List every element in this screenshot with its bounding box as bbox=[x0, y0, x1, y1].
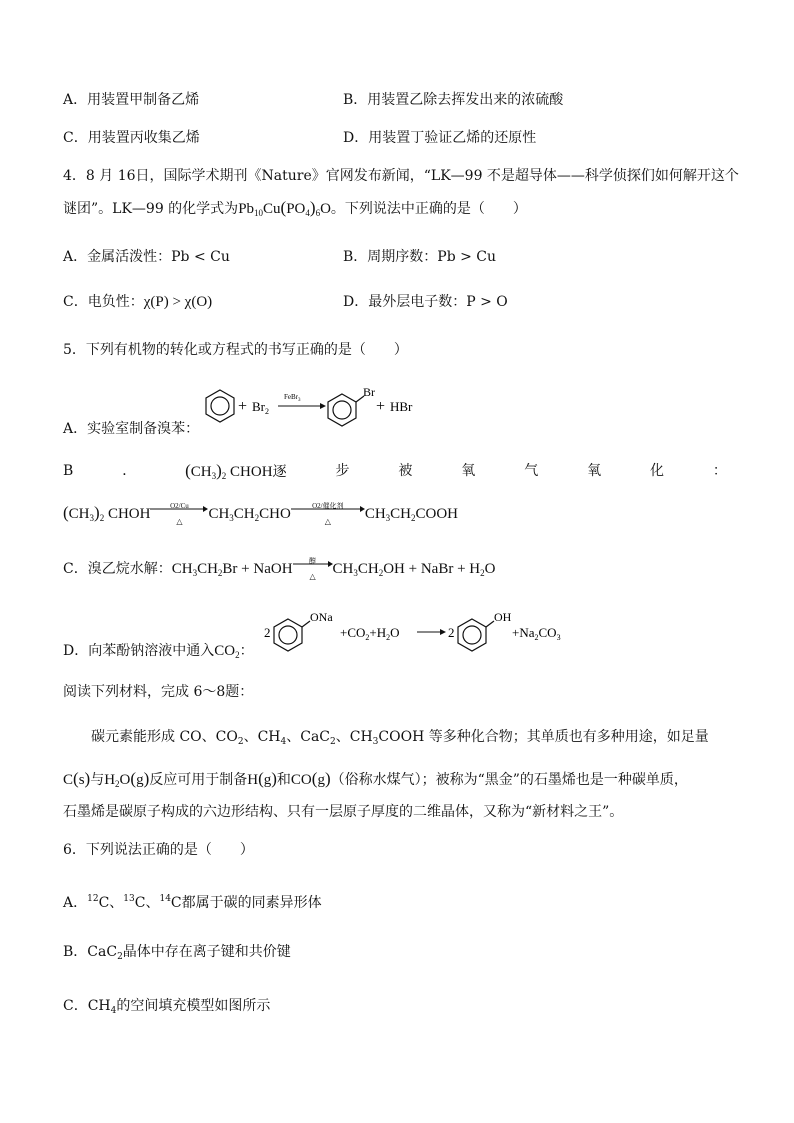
q4-option-c bbox=[63, 292, 212, 312]
q5-a-catalyst: FeBr$_3$ bbox=[284, 393, 301, 403]
q5-d-coef1: 2 bbox=[264, 625, 271, 640]
q5-b-w8: 化 bbox=[650, 463, 664, 479]
q4-option-c-label: C．电负性： bbox=[63, 294, 144, 310]
reading-paragraph-line1: 碳元素能形成 CO、$CO_2$、$CH_4$、CaC$_2$、$CH_3COOH$ 等多种化合物；其单质也有多种用途，如足量 bbox=[91, 729, 709, 747]
q5-a-hbr: HBr bbox=[390, 399, 413, 414]
q4-option-c-expr: χ(P) > χ(O) bbox=[143, 294, 213, 310]
q5-b-w3: 步 bbox=[335, 463, 350, 479]
q6-option-b: B．CaC$_2$晶体中存在离子键和共价键 bbox=[63, 944, 291, 962]
q5-b-w2: $(CH_3)_2$ CHOH逐 bbox=[185, 461, 287, 481]
q5-stem: 5．下列有机物的转化或方程式的书写正确的是（ ） bbox=[63, 342, 408, 358]
q5-d-coef2: 2 bbox=[448, 625, 455, 640]
q5-option-b-equation: $(CH_3)_2$ CHOH O2/Cu △ $CH_3CH_2CHO$ O2/催化剂 △ $CH_3CH_2COOH$ bbox=[63, 502, 459, 526]
q4-stem-text: 谜团”。LK—99 的化学式为 bbox=[63, 201, 239, 217]
q5-d-mid: $+CO_2+H_2O$ bbox=[340, 625, 400, 642]
q6-stem: 6．下列说法正确的是（ ） bbox=[63, 842, 254, 858]
q4-stem-line1: 4．8 月 16日，国际学术期刊《Nature》官网发布新闻，“LK—99 不是超导体——科学侦探们如何解开这个 bbox=[63, 168, 739, 184]
q5-a-br: Br bbox=[363, 385, 375, 399]
q5-option-c bbox=[63, 558, 495, 583]
q5-b-w7: 氧 bbox=[587, 463, 602, 479]
q3-option-b: B．用装置乙除去挥发出来的浓硫酸 bbox=[343, 92, 564, 108]
q6-option-c: C．$CH_4$的空间填充模型如图所示 bbox=[63, 998, 271, 1016]
benzene-ring-product bbox=[328, 394, 364, 426]
q3-option-d: D．用装置丁验证乙烯的还原性 bbox=[343, 130, 537, 146]
q5-d-oh: OH bbox=[494, 610, 512, 624]
q5-b-w5: 氧 bbox=[461, 463, 476, 479]
q5-option-d-label: D．向苯酚钠溶液中通入$CO_2$： bbox=[63, 643, 254, 660]
q5-a-br2: $Br_2$ bbox=[252, 399, 269, 416]
reading-intro: 阅读下列材料，完成 6～8题： bbox=[63, 684, 254, 700]
q5-b-w6: 气 bbox=[524, 463, 539, 479]
q5-b-w0: B bbox=[63, 463, 74, 479]
phenoxide-ring bbox=[274, 619, 310, 651]
q4-option-d: D．最外层电子数：P > O bbox=[343, 294, 508, 310]
q5-option-d-reaction bbox=[262, 607, 582, 655]
q5-option-a-reaction bbox=[200, 384, 420, 430]
q4-option-a: A．金属活泼性：Pb < Cu bbox=[63, 249, 230, 265]
q5-b-arrow1: O2/Cu △ bbox=[150, 503, 208, 517]
q5-a-plus2: + bbox=[376, 398, 386, 415]
q4-option-b: B．周期序数：Pb > Cu bbox=[343, 249, 497, 265]
q3-option-a: A．用装置甲制备乙烯 bbox=[63, 92, 200, 108]
reading-paragraph-line2: C(s)与$H_2O(g)$反应可用于制备H(g)和CO(g)（俗称水煤气）；被称为“黑金”的石墨烯也是一种碳单质， bbox=[63, 769, 688, 789]
q4-stem-tail: 。下列说法中正确的是（ ） bbox=[330, 201, 527, 217]
q5-c-arrow: 醇 △ bbox=[293, 558, 333, 572]
phenol-ring bbox=[458, 619, 494, 651]
q5-b-w1: ． bbox=[122, 463, 137, 479]
q3-option-c: C．用装置丙收集乙烯 bbox=[63, 130, 200, 146]
q5-option-b-line1 bbox=[63, 460, 727, 487]
q5-d-ona: ONa bbox=[310, 610, 333, 624]
q5-option-c-equation: $CH_3CH_2Br$ + NaOH 醇 △ $CH_3CH_2OH$ + NaBr + $H_2O$ bbox=[171, 557, 496, 581]
q5-a-plus1: + bbox=[238, 398, 248, 415]
reading-paragraph-line3: 石墨烯是碳原子构成的六边形结构、只有一层原子厚度的二维晶体，又称为“新材料之王”。 bbox=[63, 804, 624, 820]
q5-d-end: $+Na_2CO_3$ bbox=[512, 625, 561, 642]
q5-b-w9: ： bbox=[712, 463, 727, 479]
q4-formula: $Pb_{10}Cu(PO_4)_6O$ bbox=[238, 198, 331, 218]
q4-stem-line2 bbox=[63, 198, 527, 223]
q5-option-c-label: C．溴乙烷水解： bbox=[63, 561, 172, 577]
q5-b-w4: 被 bbox=[398, 463, 413, 479]
q6-option-a: A．$^{12}$C、$^{13}$C、$^{14}$C都属于碳的同素异形体 bbox=[63, 894, 322, 911]
q5-b-arrow2: O2/催化剂 △ bbox=[291, 503, 365, 517]
benzene-ring-reactant bbox=[206, 390, 234, 422]
q5-option-a-label: A．实验室制备溴苯： bbox=[63, 421, 200, 437]
